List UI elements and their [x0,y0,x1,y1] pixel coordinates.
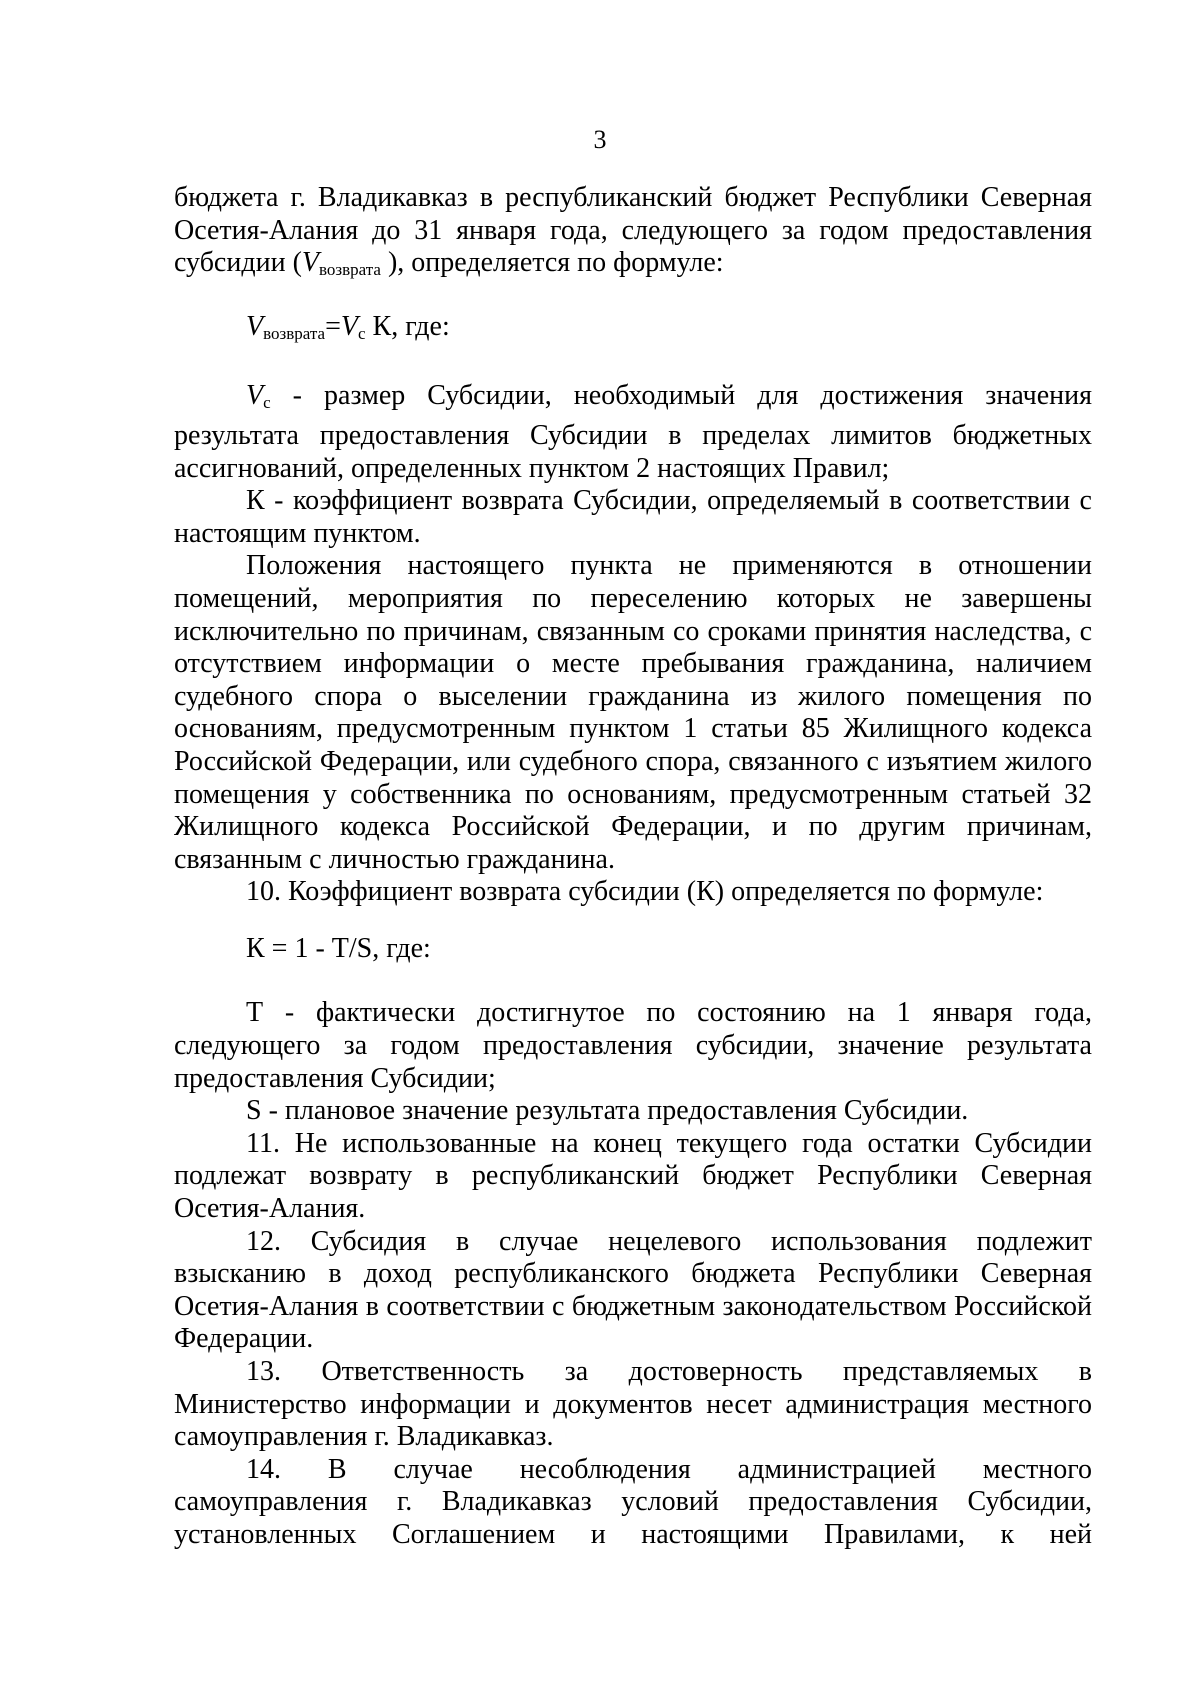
paragraph-text: - размер Субсидии, необходимый для достижения значения результата предоставления Субсидии в пределах лимитов бюджетных ассигнований, определенных пунктом 2 настоящих Правил; [174,380,1092,484]
page-number: 3 [593,125,607,154]
paragraph-11: 11. Не использованные на конец текущего года остатки Субсидии подлежат возврату в республиканский бюджет Республики Северная Осетия-Алания. [174,1127,1092,1225]
paragraph-13: 13. Ответственность за достоверность представляемых в Министерство информации и документов несет администрация местного самоуправления г. Владикавказ. [174,1356,1092,1453]
variable-v: V [246,310,264,342]
paragraph-budget-return [174,182,1092,287]
paragraph-t-definition: Т - фактически достигнутое по состоянию на 1 января года, следующего за годом предоставления субсидии, значение результата предоставления Субсидии; [174,997,1092,1094]
paragraph-k-definition: К - коэффициент возврата Субсидии, определяемый в соответствии с настоящим пунктом. [174,485,1092,549]
subscript-c: с [357,323,366,343]
paragraph-10: 10. Коэффициент возврата субсидии (К) определяется по формуле: [246,876,1044,908]
formula-tail: К, где: [365,310,450,342]
formula-v-return [174,311,1092,351]
paragraph-tail: ), определяется по формуле: [380,247,724,279]
paragraph-12: 12. Субсидия в случае нецелевого использования подлежит взысканию в доход республиканского бюджета Республики Северная Осетия-Алания в соответствии с бюджетным законодательством Российской Федерации. [174,1225,1092,1355]
paragraph-text: бюджета г. Владикавказ в республиканский бюджет Республики Северная Осетия-Алания до 31 января года, следующего за годом предоставления субсидии ( [174,182,1092,279]
paragraph-vc-definition [174,380,1092,485]
subscript-return: возврата [319,260,381,280]
equals-sign: = [325,310,341,342]
paragraph-exceptions: Положения настоящего пункта не применяются в отношении помещений, мероприятия по переселению которых не завершены исключительно по причинам, связанным со сроками принятия наследства, с отсутствием информации о месте пребывания гражданина, наличием судебного спора о выселении гражданина из жилого помещения по основаниям, предусмотренным пунктом 1 статьи 85 Жилищного кодекса Российской Федерации, или судебного спора, связанного с изъятием жилого помещения у собственника по основаниям, предусмотренным статьей 32 Жилищного кодекса Российской Федерации, и по другим причинам, связанным с личностью гражданина. [174,550,1092,875]
document-body [174,182,1092,1552]
variable-v: V [301,247,319,279]
variable-v: V [340,310,358,342]
formula-k: К = 1 - T/S, где: [246,932,431,964]
variable-v: V [246,380,264,412]
paragraph-14: 14. В случае несоблюдения администрацией местного самоуправления г. Владикавказ условий предоставления Субсидии, установленных Соглашением и настоящими Правилами, к ней [174,1453,1092,1550]
subscript-c: с [263,393,271,413]
subscript-return: возврата [263,323,326,343]
paragraph-s-definition: S - плановое значение результата предоставления Субсидии. [246,1095,969,1127]
